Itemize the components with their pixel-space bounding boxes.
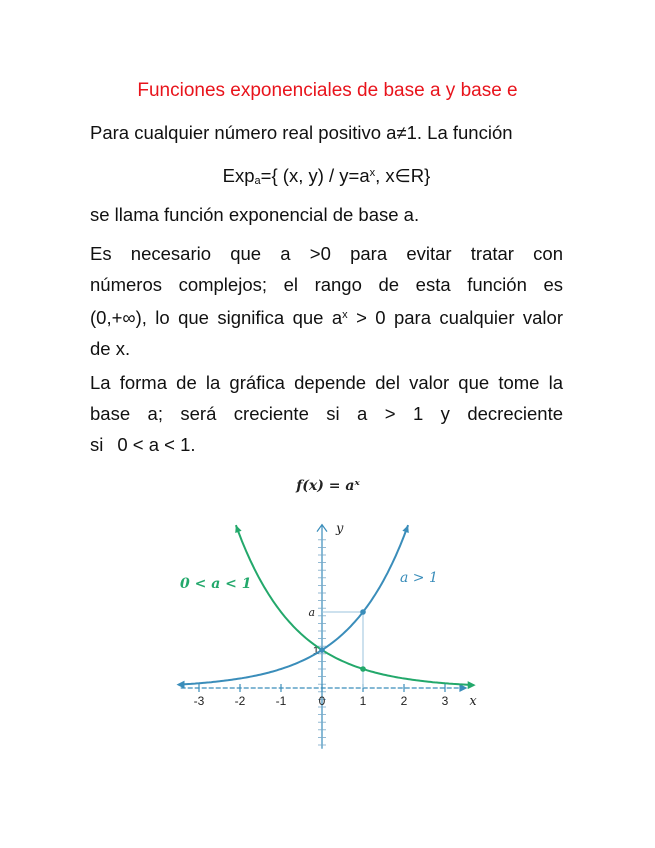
marked-point [319,647,325,653]
shape-line-2: base a; será creciente si a > 1 y decreciente [90,403,563,424]
range-line-3b: > 0 para cualquier valor [347,307,563,328]
range-line-2: números complejos; el rango de esta función es [90,274,563,295]
x-tick-label: 0 [318,694,326,708]
shape-line-1: La forma de la gráfica depende del valor que tome la [90,372,563,393]
formula-sup: x [369,167,376,179]
range-line-1: Es necesario que a >0 para evitar tratar con [90,243,563,264]
chart-title: f(x) = aˣ [296,478,360,494]
x-tick-label: -1 [275,694,287,708]
curve-tail-arrow [177,681,185,689]
range-line-3a: (0,+∞), lo que significa que a [90,307,343,328]
exponential-chart-svg [168,470,488,755]
formula-sub: a [254,175,261,187]
marked-point [360,666,366,672]
y-tick-label-1: 1 [312,645,319,657]
range-line-3-sup: x [342,309,348,321]
curve-decay [236,525,474,685]
exponential-graph [168,470,488,755]
curve-arrow [235,525,241,533]
x-tick-label: 3 [441,694,449,708]
y-axis-label: y [336,521,344,537]
paragraph-definition: Para cualquier número real positivo a≠1. La función [90,122,513,143]
x-tick-label: -3 [193,694,205,708]
range-line-3 [90,300,563,333]
formula-prefix: Exp [222,165,255,186]
shape-line-3b: 0 < a < 1. [117,434,196,455]
marked-point [360,609,366,615]
formula-suffix: , x∈R} [375,165,431,186]
x-tick-label: 1 [359,694,367,708]
y-tick-label-a: a [308,606,315,619]
shape-line-3 [90,429,563,460]
x-tick-label: -2 [234,694,246,708]
label-decay: 0 < a < 1 [180,576,252,592]
curve-arrow [402,525,408,533]
document-title: Funciones exponenciales de base a y base e [137,80,518,101]
formula-exp [90,158,563,197]
paragraph-range [90,238,563,364]
x-axis-label: x [469,694,477,709]
curve-growth [179,525,409,685]
x-tick-label: 2 [400,694,408,708]
curve-tail-arrow [468,681,476,689]
shape-line-3a: si [90,434,104,455]
range-line-4: de x. [90,338,131,359]
label-growth: a > 1 [400,570,438,586]
paragraph-named: se llama función exponencial de base a. [90,204,420,225]
paragraph-shape [90,367,563,460]
formula-middle: ={ (x, y) / y=a [260,165,370,186]
